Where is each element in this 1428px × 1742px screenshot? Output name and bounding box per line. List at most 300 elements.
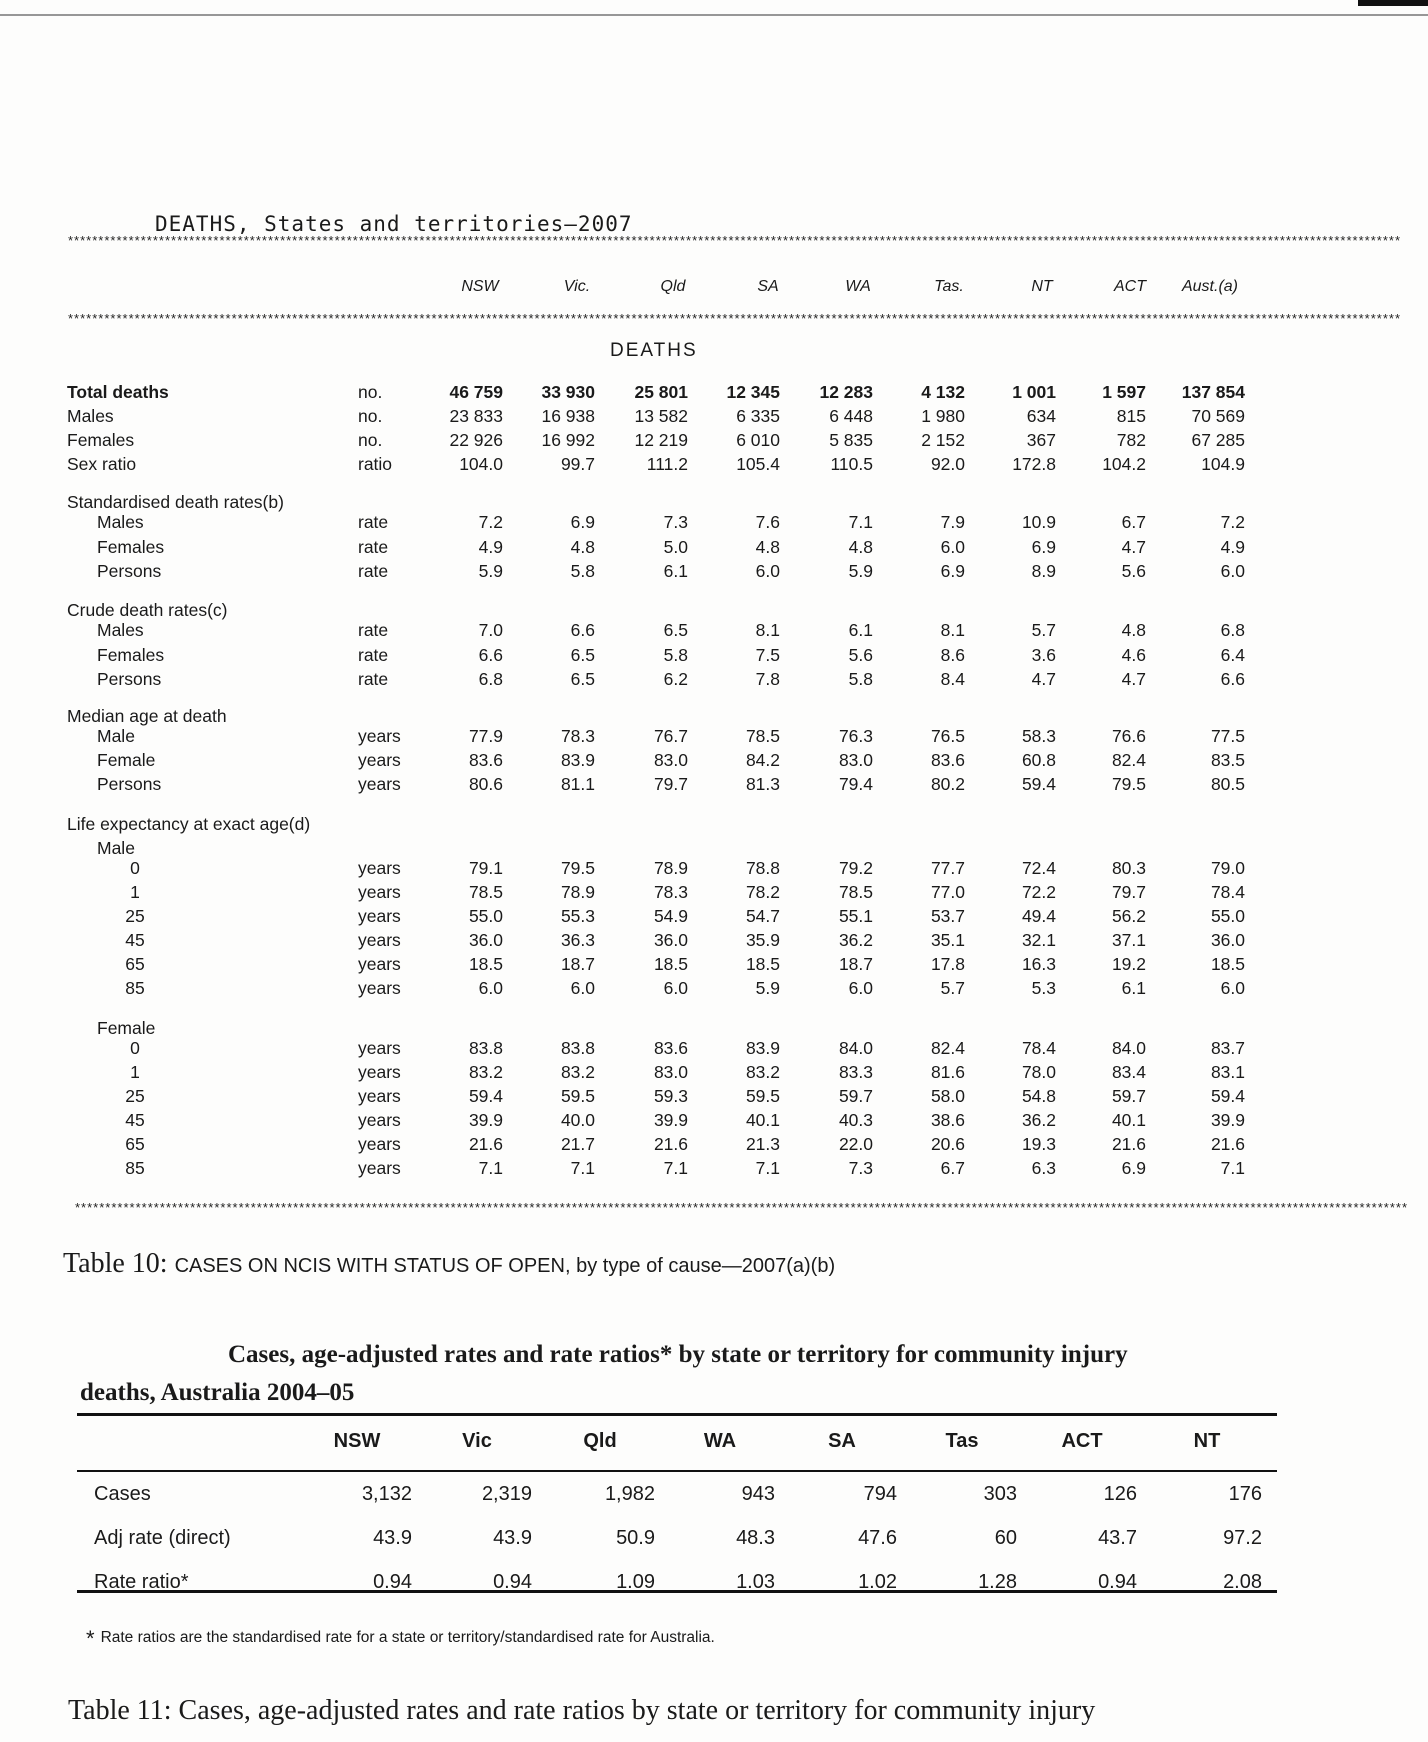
cell-value: 6.4 — [1220, 645, 1245, 665]
caption-line-1: Cases, age-adjusted rates and rate ratios* by state or territory for community injury — [228, 1341, 1128, 1368]
row-label: Female — [97, 750, 156, 770]
cell-value: 6.6 — [478, 645, 503, 665]
row-label: Persons — [97, 561, 162, 581]
cell-value: 33 930 — [541, 382, 595, 402]
injury-col-header: Qld — [583, 1430, 617, 1452]
injury-cell-value: 126 — [1103, 1483, 1137, 1505]
cell-value: 59.5 — [560, 1086, 595, 1106]
cell-value: 6.0 — [848, 978, 873, 998]
row-label: Females — [67, 430, 135, 450]
cell-value: 5.9 — [755, 978, 780, 998]
cell-value: 6.7 — [1121, 512, 1146, 532]
cell-value: 6.1 — [663, 561, 688, 581]
caption-line-2: deaths, Australia 2004–05 — [80, 1379, 355, 1406]
row-label: Persons — [97, 774, 162, 794]
cell-value: 4.7 — [1121, 537, 1146, 557]
cell-value: 5.7 — [940, 978, 965, 998]
cell-value: 78.8 — [745, 858, 780, 878]
cell-value: 81.1 — [560, 774, 595, 794]
injury-cell-value: 1.02 — [858, 1571, 897, 1593]
cell-value: 83.8 — [560, 1038, 595, 1058]
cell-value: 18.7 — [838, 954, 873, 974]
cell-value: 76.6 — [1111, 726, 1146, 746]
table-row — [0, 774, 1428, 798]
injury-row-label: Cases — [94, 1483, 151, 1505]
table-row — [0, 669, 1428, 693]
cell-value: 56.2 — [1111, 906, 1146, 926]
row-unit: years — [358, 1038, 401, 1058]
row-unit: years — [358, 1110, 401, 1130]
row-label: 25 — [125, 1086, 145, 1106]
cell-value: 2 152 — [921, 430, 965, 450]
cell-value: 21.6 — [653, 1134, 688, 1154]
dotted-rule: **************************************************************************************************************************************************************************************************************************** — [75, 1200, 1408, 1215]
row-unit: years — [358, 978, 401, 998]
cell-value: 8.1 — [755, 620, 780, 640]
row-unit: years — [358, 1158, 401, 1178]
cell-value: 4.6 — [1121, 645, 1146, 665]
row-unit: rate — [358, 645, 389, 665]
cell-value: 21.7 — [560, 1134, 595, 1154]
cell-value: 36.0 — [653, 930, 688, 950]
cell-value: 79.7 — [653, 774, 688, 794]
injury-row — [77, 1483, 1277, 1519]
cell-value: 59.3 — [653, 1086, 688, 1106]
cell-value: 76.3 — [838, 726, 873, 746]
cell-value: 79.4 — [838, 774, 873, 794]
cell-value: 10.9 — [1021, 512, 1056, 532]
subsection-heading: Male — [97, 838, 135, 858]
table-row — [0, 430, 1428, 454]
row-unit: years — [358, 906, 401, 926]
row-unit: ratio — [358, 454, 393, 474]
row-label: Persons — [97, 669, 162, 689]
cell-value: 7.3 — [848, 1158, 873, 1178]
injury-cell-value: 1.28 — [978, 1571, 1017, 1593]
cell-value: 8.6 — [940, 645, 965, 665]
cell-value: 22 926 — [449, 430, 503, 450]
row-unit: no. — [358, 382, 383, 402]
cell-value: 18.5 — [468, 954, 503, 974]
row-unit: years — [358, 1086, 401, 1106]
cell-value: 78.3 — [653, 882, 688, 902]
cell-value: 4.8 — [570, 537, 595, 557]
row-unit: years — [358, 954, 401, 974]
table-row — [0, 406, 1428, 430]
cell-value: 12 345 — [726, 382, 780, 402]
cell-value: 81.3 — [745, 774, 780, 794]
cell-value: 84.2 — [745, 750, 780, 770]
col-header: NSW — [461, 278, 499, 295]
table-row — [0, 620, 1428, 644]
cell-value: 5.6 — [848, 645, 873, 665]
table-row — [0, 1110, 1428, 1134]
cell-value: 6.6 — [1220, 669, 1245, 689]
injury-table-caption — [80, 1336, 1280, 1412]
cell-value: 6.6 — [570, 620, 595, 640]
row-unit: years — [358, 750, 401, 770]
cell-value: 59.4 — [1021, 774, 1056, 794]
row-label: Total deaths — [67, 382, 169, 402]
cell-value: 77.5 — [1210, 726, 1245, 746]
cell-value: 36.0 — [468, 930, 503, 950]
table-rule — [77, 1413, 1277, 1416]
table-row — [0, 561, 1428, 585]
row-unit: years — [358, 858, 401, 878]
row-unit: years — [358, 1062, 401, 1082]
cell-value: 78.2 — [745, 882, 780, 902]
cell-value: 12 283 — [819, 382, 873, 402]
cell-value: 78.4 — [1210, 882, 1245, 902]
cell-value: 18.5 — [745, 954, 780, 974]
cell-value: 5.6 — [1121, 561, 1146, 581]
cell-value: 7.5 — [755, 645, 780, 665]
cell-value: 4.8 — [755, 537, 780, 557]
table-row — [0, 512, 1428, 536]
cell-value: 19.2 — [1111, 954, 1146, 974]
injury-footnote — [86, 1626, 715, 1652]
cell-value: 83.6 — [930, 750, 965, 770]
cell-value: 1 980 — [921, 406, 965, 426]
row-label: 65 — [125, 1134, 145, 1154]
cell-value: 5 835 — [829, 430, 873, 450]
row-label: Male — [97, 726, 135, 746]
col-header: NT — [1031, 278, 1053, 295]
cell-value: 58.3 — [1021, 726, 1056, 746]
cell-value: 83.7 — [1210, 1038, 1245, 1058]
table10-title — [63, 1248, 835, 1280]
table-row — [0, 1158, 1428, 1182]
cell-value: 78.9 — [653, 858, 688, 878]
cell-value: 8.4 — [940, 669, 965, 689]
cell-value: 5.8 — [570, 561, 595, 581]
cell-value: 6.8 — [478, 669, 503, 689]
table-row — [0, 382, 1428, 406]
cell-value: 60.8 — [1021, 750, 1056, 770]
injury-cell-value: 43.9 — [493, 1527, 532, 1549]
cell-value: 40.1 — [745, 1110, 780, 1130]
injury-cell-value: 0.94 — [373, 1571, 412, 1593]
row-label: 45 — [125, 1110, 145, 1130]
cell-value: 32.1 — [1021, 930, 1056, 950]
cell-value: 36.2 — [1021, 1110, 1056, 1130]
row-unit: rate — [358, 537, 389, 557]
row-label: 85 — [125, 1158, 145, 1178]
cell-value: 1 597 — [1102, 382, 1146, 402]
table11-title: Table 11: Cases, age-adjusted rates and rate ratios by state or territory for community injury — [68, 1695, 1096, 1726]
col-header: Tas. — [934, 278, 964, 295]
cell-value: 79.2 — [838, 858, 873, 878]
table10-title-prefix: Table 10: — [63, 1248, 175, 1279]
row-unit: years — [358, 1134, 401, 1154]
cell-value: 59.4 — [1210, 1086, 1245, 1106]
cell-value: 78.9 — [560, 882, 595, 902]
table-row — [0, 1086, 1428, 1110]
cell-value: 111.2 — [646, 454, 688, 474]
injury-cell-value: 47.6 — [858, 1527, 897, 1549]
deaths-column-headers — [0, 278, 1428, 302]
injury-cell-value: 43.9 — [373, 1527, 412, 1549]
row-label: 0 — [130, 1038, 140, 1058]
cell-value: 104.2 — [1102, 454, 1146, 474]
cell-value: 5.0 — [663, 537, 688, 557]
cell-value: 6.9 — [940, 561, 965, 581]
table-row — [0, 978, 1428, 1002]
row-unit: years — [358, 882, 401, 902]
cell-value: 6.2 — [663, 669, 688, 689]
cell-value: 16 992 — [541, 430, 595, 450]
cell-value: 59.5 — [745, 1086, 780, 1106]
cell-value: 6.0 — [663, 978, 688, 998]
section-heading: Life expectancy at exact age(d) — [67, 814, 311, 834]
cell-value: 21.6 — [1111, 1134, 1146, 1154]
cell-value: 4.7 — [1121, 669, 1146, 689]
cell-value: 7.1 — [1220, 1158, 1245, 1178]
cell-value: 104.0 — [459, 454, 503, 474]
cell-value: 1 001 — [1012, 382, 1056, 402]
cell-value: 6.0 — [1220, 561, 1245, 581]
cell-value: 16 938 — [541, 406, 595, 426]
row-unit: rate — [358, 669, 389, 689]
cell-value: 6.0 — [755, 561, 780, 581]
cell-value: 54.9 — [653, 906, 688, 926]
cell-value: 59.4 — [468, 1086, 503, 1106]
cell-value: 77.7 — [930, 858, 965, 878]
injury-col-header: Vic — [462, 1430, 492, 1452]
cell-value: 7.6 — [755, 512, 780, 532]
injury-row-label: Adj rate (direct) — [94, 1527, 231, 1549]
cell-value: 16.3 — [1021, 954, 1056, 974]
cell-value: 80.5 — [1210, 774, 1245, 794]
cell-value: 21.6 — [1210, 1134, 1245, 1154]
cell-value: 35.9 — [745, 930, 780, 950]
cell-value: 4.7 — [1031, 669, 1056, 689]
injury-cell-value: 43.7 — [1098, 1527, 1137, 1549]
cell-value: 76.5 — [930, 726, 965, 746]
row-label: Males — [97, 620, 144, 640]
row-label: Females — [97, 537, 165, 557]
cell-value: 13 582 — [634, 406, 688, 426]
injury-cell-value: 1.03 — [736, 1571, 775, 1593]
cell-value: 6 448 — [829, 406, 873, 426]
row-label: 25 — [125, 906, 145, 926]
deaths-table-title: DEATHS, States and territories—2007 — [155, 212, 633, 236]
cell-value: 18.5 — [1210, 954, 1245, 974]
cell-value: 6.0 — [478, 978, 503, 998]
row-label: 45 — [125, 930, 145, 950]
row-label: 1 — [130, 1062, 140, 1082]
cell-value: 35.1 — [930, 930, 965, 950]
cell-value: 7.1 — [570, 1158, 595, 1178]
dotted-rule: **************************************************************************************************************************************************************************************************************************** — [68, 233, 1401, 248]
row-unit: no. — [358, 430, 383, 450]
cell-value: 6.9 — [570, 512, 595, 532]
cell-value: 6 335 — [736, 406, 780, 426]
cell-value: 6.1 — [1121, 978, 1146, 998]
cell-value: 59.7 — [1111, 1086, 1146, 1106]
cell-value: 83.2 — [560, 1062, 595, 1082]
cell-value: 79.5 — [560, 858, 595, 878]
cell-value: 40.3 — [838, 1110, 873, 1130]
injury-cell-value: 60 — [994, 1527, 1017, 1549]
table-row — [0, 645, 1428, 669]
injury-col-header: WA — [703, 1430, 737, 1452]
cell-value: 80.2 — [930, 774, 965, 794]
cell-value: 78.5 — [745, 726, 780, 746]
cell-value: 5.7 — [1031, 620, 1056, 640]
cell-value: 55.0 — [1210, 906, 1245, 926]
section-heading: Crude death rates(c) — [67, 600, 228, 620]
cell-value: 6.0 — [570, 978, 595, 998]
col-header: ACT — [1114, 278, 1146, 295]
cell-value: 77.9 — [468, 726, 503, 746]
cell-value: 19.3 — [1021, 1134, 1056, 1154]
cell-value: 6.1 — [848, 620, 873, 640]
cell-value: 72.4 — [1021, 858, 1056, 878]
table-row — [0, 858, 1428, 882]
cell-value: 99.7 — [560, 454, 595, 474]
footnote-star: * — [86, 1626, 95, 1651]
row-unit: years — [358, 726, 401, 746]
injury-cell-value: 1.09 — [616, 1571, 655, 1593]
cell-value: 39.9 — [653, 1110, 688, 1130]
cell-value: 80.6 — [468, 774, 503, 794]
injury-col-header: Tas — [945, 1430, 979, 1452]
col-header: Aust.(a) — [1181, 278, 1238, 295]
injury-cell-value: 303 — [983, 1483, 1017, 1505]
cell-value: 7.8 — [755, 669, 780, 689]
cell-value: 5.9 — [478, 561, 503, 581]
cell-value: 83.9 — [745, 1038, 780, 1058]
cell-value: 4.8 — [1121, 620, 1146, 640]
cell-value: 78.3 — [560, 726, 595, 746]
table-rule — [77, 1470, 1277, 1472]
cell-value: 36.0 — [1210, 930, 1245, 950]
cell-value: 36.2 — [838, 930, 873, 950]
injury-cell-value: 50.9 — [616, 1527, 655, 1549]
section-heading: Standardised death rates(b) — [67, 492, 284, 512]
injury-header-row — [77, 1430, 1277, 1466]
injury-row-label: Rate ratio* — [94, 1571, 189, 1593]
injury-cell-value: 1,982 — [604, 1483, 655, 1505]
cell-value: 76.7 — [653, 726, 688, 746]
cell-value: 5.8 — [848, 669, 873, 689]
cell-value: 137 854 — [1181, 382, 1245, 402]
cell-value: 7.1 — [663, 1158, 688, 1178]
cell-value: 77.0 — [930, 882, 965, 902]
col-header: WA — [845, 278, 871, 295]
cell-value: 17.8 — [930, 954, 965, 974]
cell-value: 54.7 — [745, 906, 780, 926]
cell-value: 7.9 — [940, 512, 965, 532]
col-header: Qld — [660, 278, 686, 295]
row-label: Males — [67, 406, 114, 426]
cell-value: 36.3 — [560, 930, 595, 950]
cell-value: 83.6 — [468, 750, 503, 770]
row-label: Sex ratio — [67, 454, 137, 474]
cell-value: 83.0 — [838, 750, 873, 770]
cell-value: 5.3 — [1031, 978, 1056, 998]
injury-cell-value: 0.94 — [1098, 1571, 1137, 1593]
injury-cell-value: 2,319 — [481, 1483, 532, 1505]
row-unit: years — [358, 774, 401, 794]
injury-cell-value: 794 — [863, 1483, 897, 1505]
row-unit: rate — [358, 561, 389, 581]
cell-value: 8.1 — [940, 620, 965, 640]
injury-cell-value: 3,132 — [361, 1483, 412, 1505]
table-row — [0, 1134, 1428, 1158]
cell-value: 39.9 — [468, 1110, 503, 1130]
cell-value: 3.6 — [1031, 645, 1056, 665]
cell-value: 81.6 — [930, 1062, 965, 1082]
section-label-deaths: DEATHS — [610, 340, 698, 361]
injury-col-header: NSW — [333, 1430, 381, 1452]
cell-value: 815 — [1116, 406, 1146, 426]
cell-value: 79.1 — [468, 858, 503, 878]
cell-value: 92.0 — [930, 454, 965, 474]
cell-value: 18.7 — [560, 954, 595, 974]
table-row — [0, 930, 1428, 954]
cell-value: 39.9 — [1210, 1110, 1245, 1130]
injury-cell-value: 2.08 — [1223, 1571, 1262, 1593]
row-label: 0 — [130, 858, 140, 878]
cell-value: 6.5 — [570, 669, 595, 689]
cell-value: 7.1 — [755, 1158, 780, 1178]
cell-value: 7.1 — [848, 512, 873, 532]
cell-value: 38.6 — [930, 1110, 965, 1130]
cell-value: 4.9 — [1220, 537, 1245, 557]
cell-value: 8.9 — [1031, 561, 1056, 581]
row-unit: years — [358, 930, 401, 950]
cell-value: 83.0 — [653, 750, 688, 770]
cell-value: 82.4 — [1111, 750, 1146, 770]
cell-value: 6.9 — [1121, 1158, 1146, 1178]
cell-value: 40.0 — [560, 1110, 595, 1130]
row-label: 1 — [130, 882, 140, 902]
cell-value: 6 010 — [736, 430, 780, 450]
cell-value: 6.7 — [940, 1158, 965, 1178]
cell-value: 67 285 — [1191, 430, 1245, 450]
cell-value: 6.8 — [1220, 620, 1245, 640]
section-heading: Median age at death — [67, 706, 227, 726]
cell-value: 23 833 — [449, 406, 503, 426]
cell-value: 78.5 — [838, 882, 873, 902]
injury-cell-value: 0.94 — [493, 1571, 532, 1593]
table-row — [0, 1062, 1428, 1086]
cell-value: 83.1 — [1210, 1062, 1245, 1082]
col-header: Vic. — [563, 278, 591, 295]
cell-value: 83.2 — [745, 1062, 780, 1082]
row-label: 65 — [125, 954, 145, 974]
table-row — [0, 954, 1428, 978]
cell-value: 78.5 — [468, 882, 503, 902]
cell-value: 55.3 — [560, 906, 595, 926]
cell-value: 6.5 — [570, 645, 595, 665]
cell-value: 21.6 — [468, 1134, 503, 1154]
cell-value: 110.5 — [830, 454, 873, 474]
cell-value: 78.0 — [1021, 1062, 1056, 1082]
cell-value: 70 569 — [1191, 406, 1245, 426]
row-label: Males — [97, 512, 144, 532]
page-edge-line — [0, 14, 1428, 16]
injury-row — [77, 1571, 1277, 1607]
cell-value: 22.0 — [838, 1134, 873, 1154]
cell-value: 72.2 — [1021, 882, 1056, 902]
cell-value: 172.8 — [1012, 454, 1056, 474]
cell-value: 5.8 — [663, 645, 688, 665]
cell-value: 6.9 — [1031, 537, 1056, 557]
cell-value: 83.3 — [838, 1062, 873, 1082]
